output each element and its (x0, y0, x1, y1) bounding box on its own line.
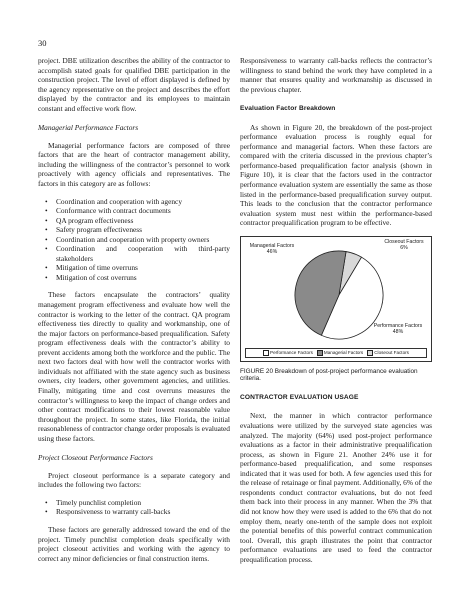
managerial-factors-list (38, 197, 230, 283)
page-number: 30 (38, 38, 47, 48)
managerial-slice-label: Managerial Factors 46% (249, 242, 295, 255)
list-item: • Mitigation of time overruns (56, 263, 230, 273)
list-item: • Conformance with contract documents (56, 206, 230, 216)
list-item: • QA program effectiveness (56, 216, 230, 226)
chart-legend (245, 348, 427, 358)
left-column (38, 56, 230, 571)
section-subheading: Managerial Performance Factors (38, 123, 139, 133)
list-item: • Coordination and cooperation with third-party stakeholders (56, 244, 230, 263)
list-item: • Mitigation of cost overruns (56, 273, 230, 283)
paragraph: These factors encapsulate the contractors’ quality management program effectiveness and evaluate how well the contractor is working to the letter of the contract. QA program effectiveness ties directly to quality and workmanship, one of the major factors on performance-based prequalification. Safety program effectiveness deals with the contractor’s ability to prevent accidents among both the workforce and the public. The next two factors deal with how well the contractor works with individuals not affiliated with the state agency such as business owners, city leaders, other government agencies, and utilities. Finally, mitigating time and cost overruns measures the contractor’s willingness to keep the impact of change orders and other contract modifications to their lowest reasonable value throughout the project. In some states, like Florida, the initial reasonableness of contractor change order proposals is evaluated using these factors. (38, 290, 230, 443)
list-item: • Coordination and cooperation with agency (56, 197, 230, 207)
pie-chart-figure (240, 236, 432, 362)
list-item: • Responsiveness to warranty call-backs (56, 507, 230, 517)
figure-caption: FIGURE 20 Breakdown of post-project performance evaluation criteria. (240, 367, 418, 383)
performance-slice-label: Performance Factors 48% (373, 322, 423, 335)
paragraph: Managerial performance factors are composed of three factors that are the heart of contractor management ability, including the willingness of the contractor’s personnel to work proactively with agency officials and representatives. The factors in this category are as follows: (38, 140, 230, 189)
section-heading: CONTRACTOR EVALUATION USAGE (240, 393, 359, 401)
right-column (240, 56, 432, 572)
legend-entry: Performance Factors (263, 349, 313, 356)
legend-entry: Closeout Factors (367, 349, 409, 356)
list-item: • Timely punchlist completion (56, 498, 230, 508)
list-item: • Safety program effectiveness (56, 225, 230, 235)
legend-entry: Managerial Factors (317, 349, 363, 356)
paragraph: Project closeout performance is a separate category and includes the following two factors: (38, 470, 230, 490)
paragraph: These factors are generally addressed toward the end of the project. Timely punchlist completion deals specifically with project closeout activities and working with the agency to correct any minor deficiencies or final construction items. (38, 524, 230, 563)
paragraph: Next, the manner in which contractor performance evaluations were utilized by the surveyed state agencies was analyzed. The majority (64%) used post-project performance evaluations as a factor in their administrative prequalification process, as shown in Figure 21. Another 24% use it for performance-based prequalification, and some responses indicated that it was used for both. A few agencies used this for the release of retainage or final payment. Additionally, 6% of the respondents conduct contractor evaluations, but do not feed them back into their process in any manner. When the 3% that did not know how they were used is added to the 6% that do not employ them, nearly one-tenth of the sample does not exploit the potential benefits of this powerful contract communication tool. Overall, this graph illustrates the point that contractor performance evaluations are used to feed the contractor prequalification process. (240, 411, 432, 564)
paragraph: project. DBE utilization describes the ability of the contractor to accomplish stated goals for qualified DBE participation in the construction project. The level of effort displayed is defined by the agency representative on the project and describes the effort displayed by the contractor and its employees to maintain constant and effective work flow. (38, 56, 230, 113)
paragraph: Responsiveness to warranty call-backs reflects the contractor’s willingness to stand behind the work they have completed in a manner that ensures quality and workmanship as discussed in the previous chapter. (240, 56, 432, 94)
closeout-factors-list (38, 498, 230, 517)
list-item: • Coordination and cooperation with property owners (56, 235, 230, 245)
section-heading: Evaluation Factor Breakdown (240, 105, 336, 113)
paragraph: As shown in Figure 20, the breakdown of the post-project performance evaluation process is roughly equal for performance and managerial factors. When these factors are compared with the criteria discussed in the previous chapter’s performance-based prequalification factor analysis (shown in Figure 10), it is clear that the factors used in the contractor performance evaluation system are essentially the same as those listed in the performance-based prequalification survey output. This leads to the conclusion that the contractor performance evaluation system must nest within the performance-based contractor prequalification program to be effective. (240, 122, 432, 228)
closeout-slice-label: Closeout Factors 6% (384, 238, 424, 251)
pie-chart (241, 237, 431, 361)
section-subheading: Project Closeout Performance Factors (38, 453, 153, 463)
